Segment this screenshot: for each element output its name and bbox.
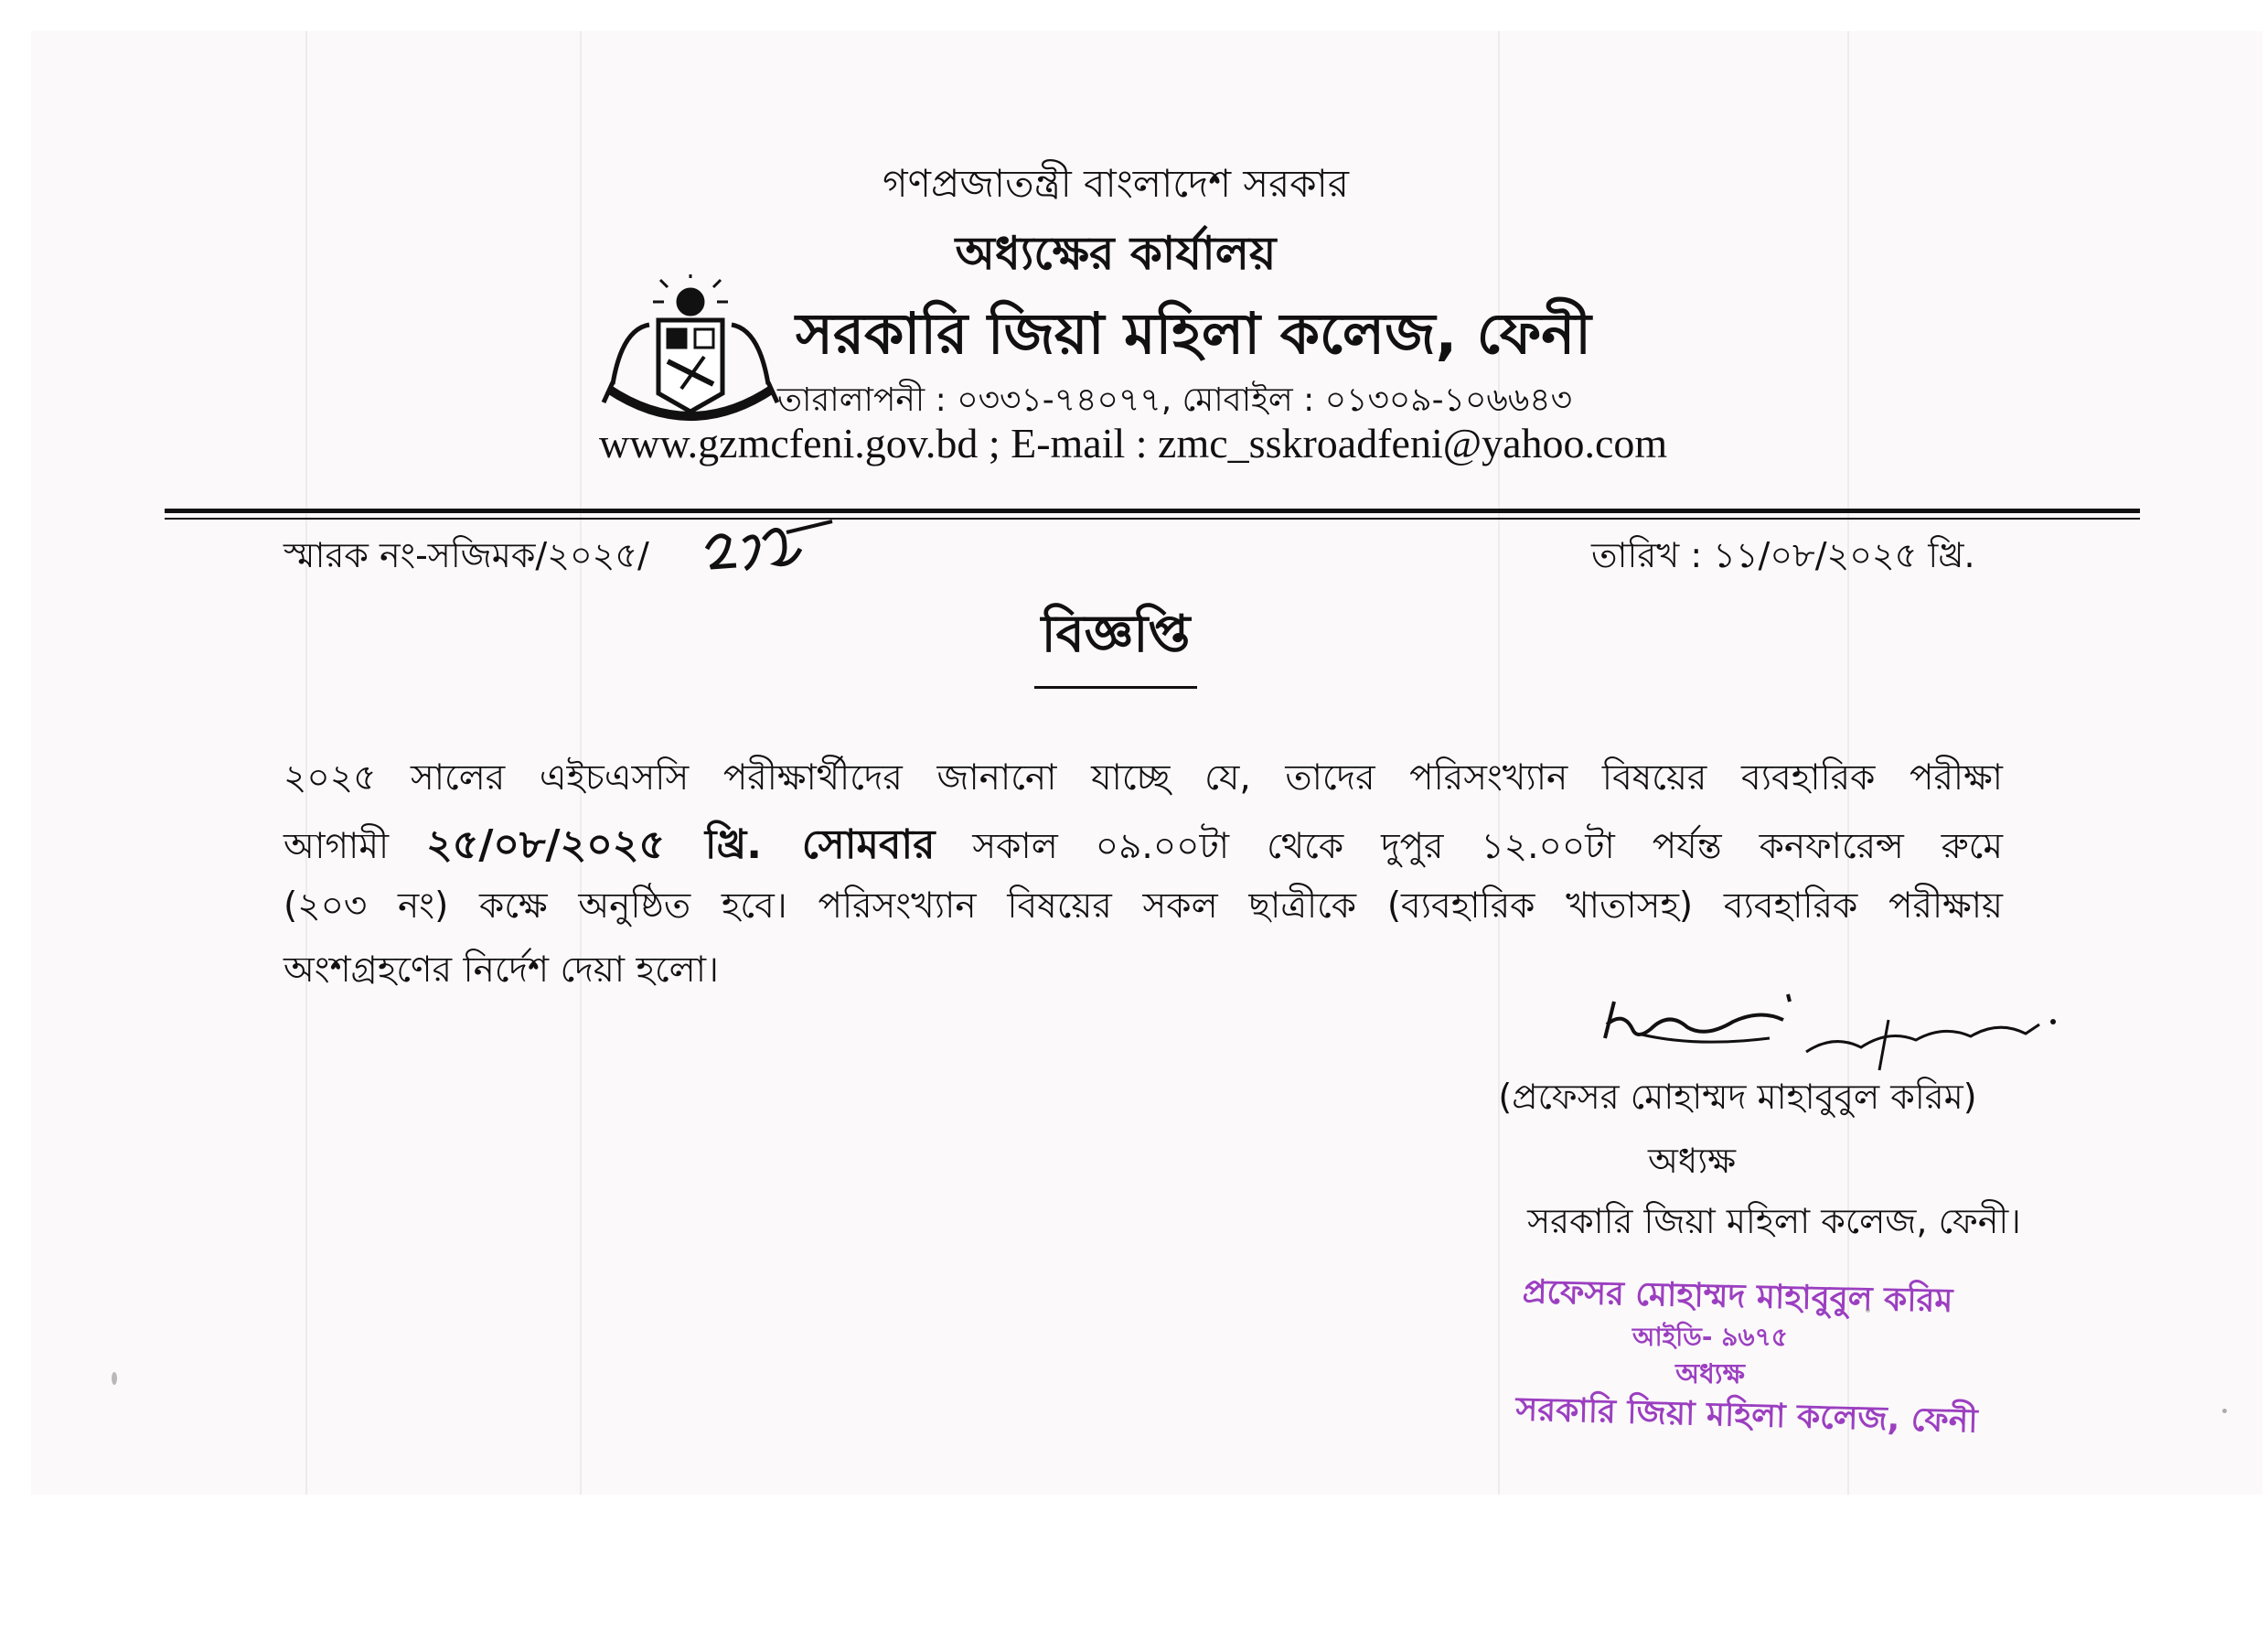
stamp-id: আইডি- ৯৬৭৫ [1632,1322,1788,1352]
notice-line-2-prefix: আগামী [284,826,390,867]
handwritten-signature [1587,983,2081,1084]
signatory-title: অধ্যক্ষ [1647,1141,1736,1181]
notice-title-wrapper [0,595,2231,689]
website-email: www.gzmcfeni.gov.bd ; E-mail : zmc_sskroadfeni@yahoo.com [599,420,1668,466]
header-rule-thick [165,509,2140,513]
notice-line-4: অংশগ্রহণের নির্দেশ দেয়া হলো। [284,949,719,991]
signatory-college: সরকারি জিয়া মহিলা কলেজ, ফেনী। [1527,1201,2021,1241]
office-heading: অধ্যক্ষের কার্যালয় [955,227,1277,280]
notice-title: বিজ্ঞপ্তি [1034,595,1198,689]
paper-speck [112,1372,117,1385]
handwritten-memo-number [700,512,837,576]
government-heading: গণপ্রজাতন্ত্রী বাংলাদেশ সরকার [883,161,1349,206]
college-name: সরকারি জিয়া মহিলা কলেজ, ফেনী [796,300,1591,367]
stamp-name: প্রফেসর মোহাম্মদ মাহাবুবুল করিম [1522,1273,1953,1320]
exam-date-day: ২৫/০৮/২০২৫ খ্রি. সোমবার [426,821,936,868]
notice-line-2-suffix: সকাল ০৯.০০টা থেকে দুপুর ১২.০০টা পর্যন্ত কনফারেন্স রুমে [972,826,2003,867]
notice-line-2 [284,814,2003,881]
stamp-college: সরকারি জিয়া মহিলা কলেজ, ফেনী [1515,1390,1979,1441]
stamp-title: অধ্যক্ষ [1675,1358,1745,1390]
contact-numbers: তারালাপনী : ০৩৩১-৭৪০৭৭, মোবাইল : ০১৩০৯-১০৬৬৪৩ [777,381,1572,419]
notice-line-1: ২০২৫ সালের এইচএসসি পরীক্ষার্থীদের জানানো যাচ্ছে যে, তাদের পরিসংখ্যান বিষয়ের ব্যবহারিক পরীক্ষা [284,757,2003,799]
notice-line-3: (২০৩ নং) কক্ষে অনুষ্ঠিত হবে। পরিসংখ্যান বিষয়ের সকল ছাত্রীকে (ব্যবহারিক খাতাসহ) ব্যবহারিক পরীক্ষায় [284,885,2003,927]
memo-date: তারিখ : ১১/০৮/২০২৫ খ্রি. [1591,535,1975,575]
paper-speck [1866,1308,1870,1313]
memo-reference: স্মারক নং-সজিমক/২০২৫/ [284,535,649,575]
header-rule-thin [165,518,2140,520]
signatory-name: (প্রফেসর মোহাম্মদ মাহাবুবুল করিম) [1498,1077,1977,1117]
paper-speck [2222,1409,2227,1413]
